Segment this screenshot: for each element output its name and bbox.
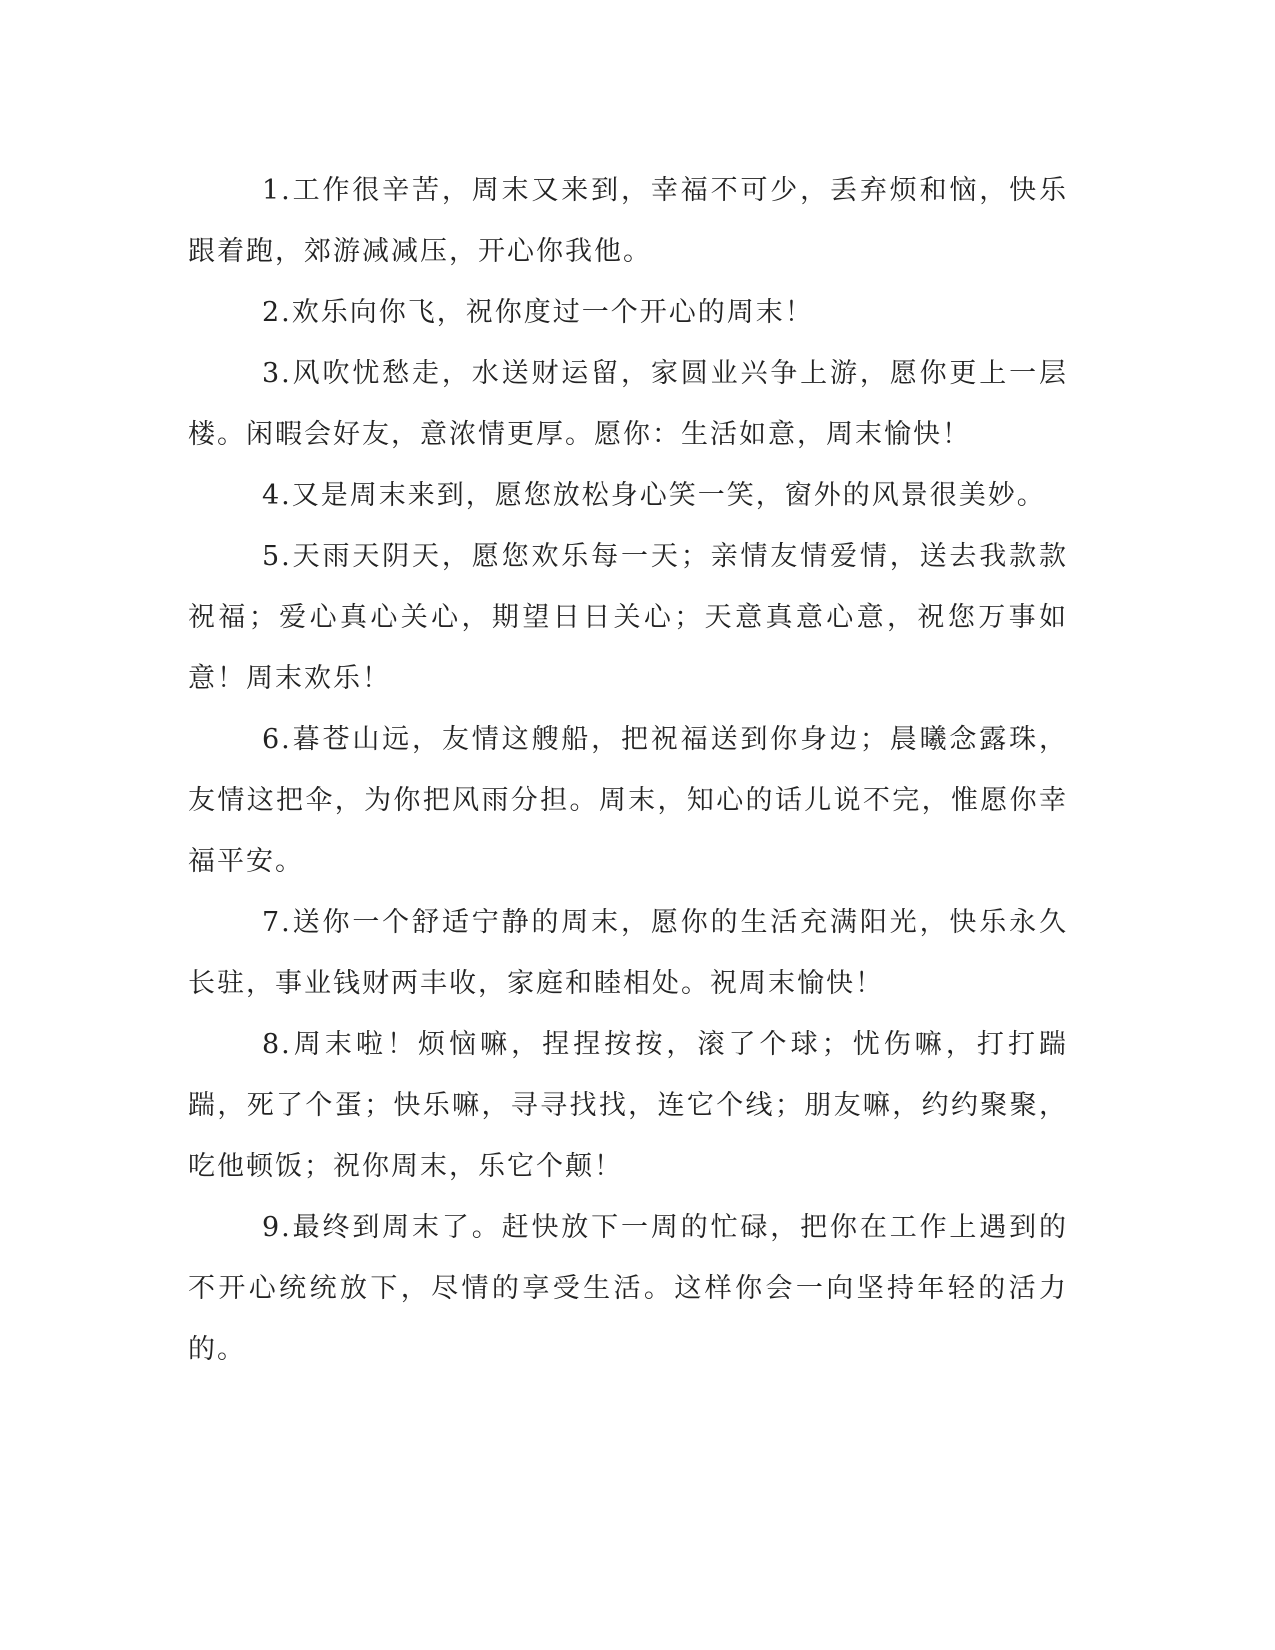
paragraph-5: 5.天雨天阴天，愿您欢乐每一天；亲情友情爱情，送去我款款祝福；爱心真心关心，期望日日关心；天意真意心意，祝您万事如意！周末欢乐！ [188, 541, 1068, 694]
paragraph-2: 2.欢乐向你飞，祝你度过一个开心的周末！ [262, 297, 814, 328]
paragraph-6: 6.暮苍山远，友情这艘船，把祝福送到你身边；晨曦念露珠，友情这把伞，为你把风雨分担。周末，知心的话儿说不完，惟愿你幸福平安。 [188, 724, 1068, 877]
paragraph-9: 9.最终到周末了。赶快放下一周的忙碌，把你在工作上遇到的不开心统统放下，尽情的享受生活。这样你会一向坚持年轻的活力的。 [188, 1212, 1068, 1365]
document-body [188, 160, 1068, 1380]
paragraph-4: 4.又是周末来到，愿您放松身心笑一笑，窗外的风景很美妙。 [262, 480, 1046, 511]
paragraph-7: 7.送你一个舒适宁静的周末，愿你的生活充满阳光，快乐永久长驻，事业钱财两丰收，家庭和睦相处。祝周末愉快！ [188, 907, 1068, 999]
paragraph-1: 1.工作很辛苦，周末又来到，幸福不可少，丢弃烦和恼，快乐跟着跑，郊游减减压，开心你我他。 [188, 175, 1068, 267]
paragraph-8: 8.周末啦！烦恼嘛，捏捏按按，滚了个球；忧伤嘛，打打踹踹，死了个蛋；快乐嘛，寻寻找找，连它个线；朋友嘛，约约聚聚，吃他顿饭；祝你周末，乐它个颠！ [188, 1029, 1068, 1182]
paragraph-3: 3.风吹忧愁走，水送财运留，家圆业兴争上游，愿你更上一层楼。闲暇会好友，意浓情更厚。愿你：生活如意，周末愉快！ [188, 358, 1068, 450]
